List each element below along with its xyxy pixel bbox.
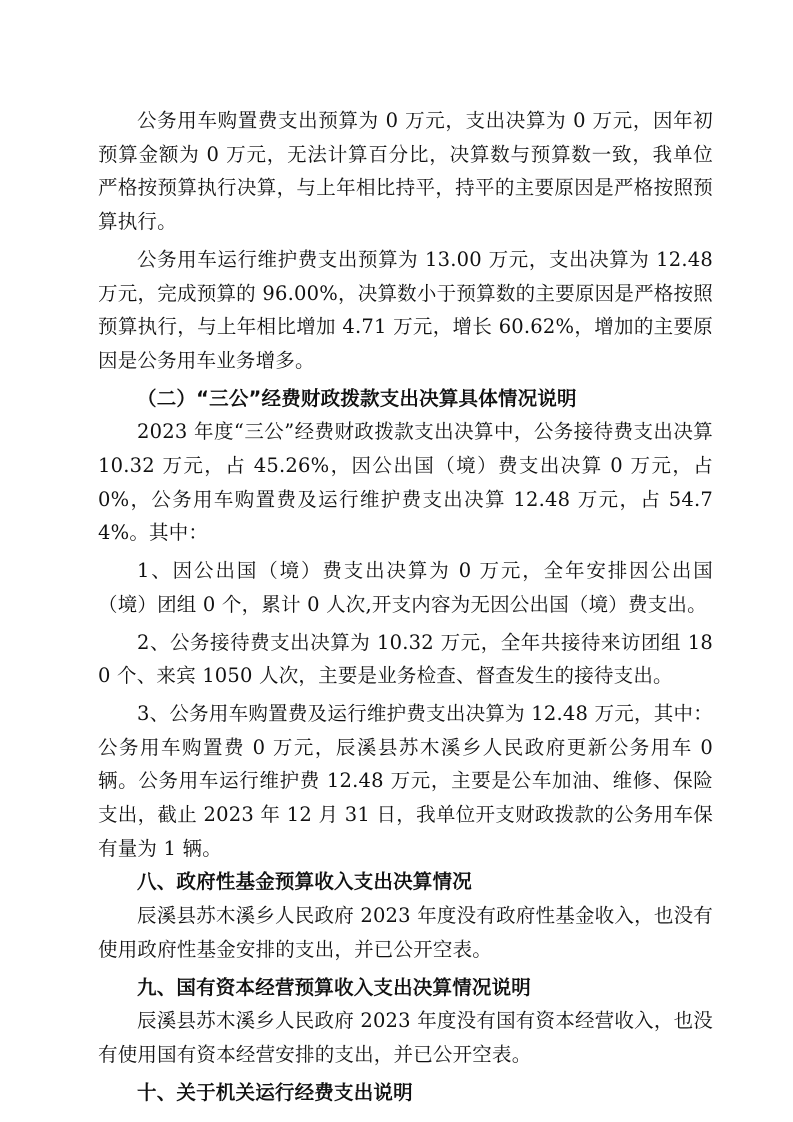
paragraph-reception: 2、公务接待费支出决算为 10.32 万元，全年共接待来访团组 180 个、来宾 1050 人次，主要是业务检查、督查发生的接待支出。 <box>98 630 713 688</box>
document-body <box>98 104 713 1109</box>
paragraph-three-public-summary: 2023 年度“三公”经费财政拨款支出决算中，公务接待费支出决算 10.32 万元，占 45.26%，因公出国（境）费支出决算 0 万元，占 0%，公务用车购置费及运行维护费支出决算 12.48 万元，占 54.74%。其中： <box>98 420 713 545</box>
section-heading-government-fund: 八、政府性基金预算收入支出决算情况 <box>137 870 472 894</box>
section-heading-state-capital: 九、国有资本经营预算收入支出决算情况说明 <box>137 975 532 999</box>
paragraph-vehicle-total: 3、公务用车购置费及运行维护费支出决算为 12.48 万元，其中：公务用车购置费 0 万元，辰溪县苏木溪乡人民政府更新公务用车 0 辆。公务用车运行维护费 12.48 万元，主要是公车加油、维修、保险支出，截止 2023 年 12 月 31 日，我单位开支财政拨款的公务用车保有量为 1 辆。 <box>98 701 713 860</box>
paragraph-government-fund: 辰溪县苏木溪乡人民政府 2023 年度没有政府性基金收入，也没有使用政府性基金安排的支出，并已公开空表。 <box>98 904 713 961</box>
section-heading-three-public: （二）“三公”经费财政拨款支出决算具体情况说明 <box>137 386 577 410</box>
paragraph-vehicle-purchase: 公务用车购置费支出预算为 0 万元，支出决算为 0 万元，因年初预算金额为 0 万元，无法计算百分比，决算数与预算数一致，我单位严格按预算执行决算，与上年相比持平，持平的主要原因是严格按照预算执行。 <box>98 109 713 234</box>
paragraph-state-capital: 辰溪县苏木溪乡人民政府 2023 年度没有国有资本经营收入，也没有使用国有资本经营安排的支出，并已公开空表。 <box>98 1009 713 1066</box>
section-heading-operating-expenses: 十、关于机关运行经费支出说明 <box>137 1080 413 1104</box>
paragraph-vehicle-maintenance: 公务用车运行维护费支出预算为 13.00 万元，支出决算为 12.48 万元，完成预算的 96.00%，决算数小于预算数的主要原因是严格按照预算执行，与上年相比增加 4.71 万元，增长 60.62%，增加的主要原因是公务用车业务增多。 <box>98 247 713 372</box>
paragraph-overseas-travel: 1、因公出国（境）费支出决算为 0 万元，全年安排因公出国（境）团组 0 个，累计 0 人次,开支内容为无因公出国（境）费支出。 <box>98 559 713 616</box>
